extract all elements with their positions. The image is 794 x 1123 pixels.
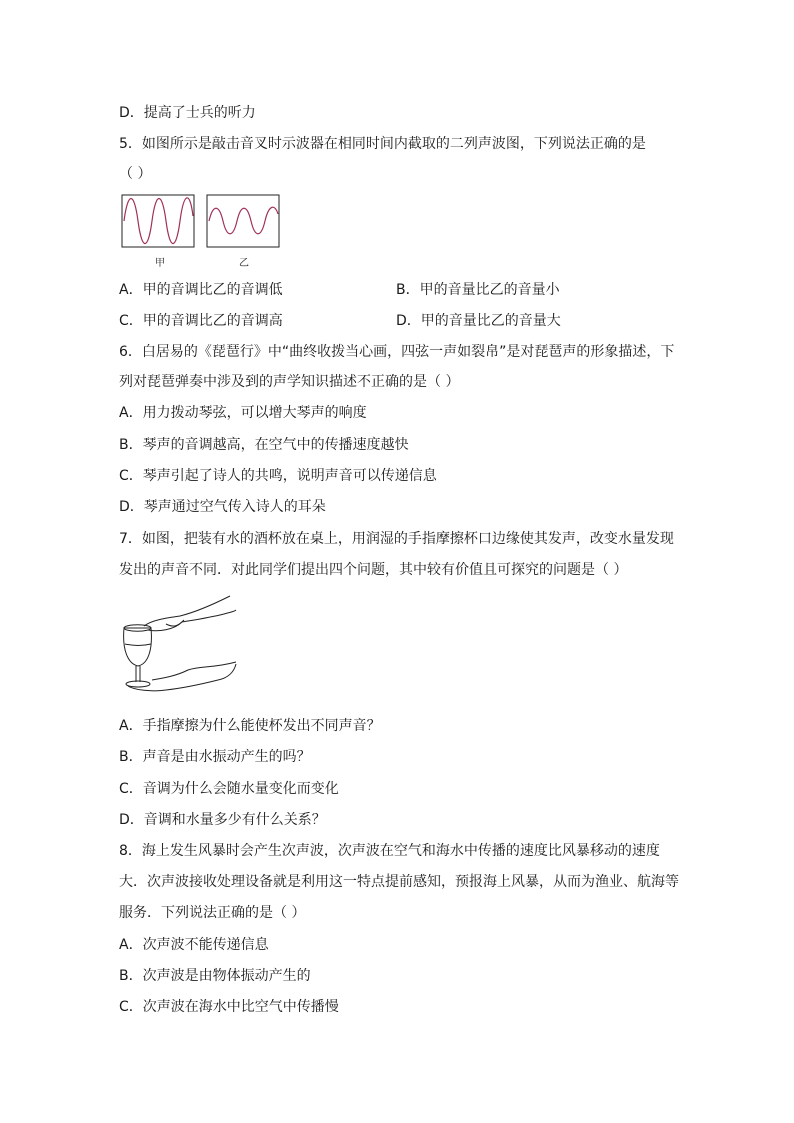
q7-option-d: D．音调和水量多少有什么关系？ [119,812,326,828]
glass-base [126,681,150,687]
q4-option-d: D．提高了士兵的听力 [119,105,256,121]
q7-option-a: A．手指摩擦为什么能使杯发出不同声音？ [119,718,381,734]
q6-option-c: C．琴声引起了诗人的共鸣，说明声音可以传递信息 [119,468,437,484]
q5-label-yi: 乙 [239,258,249,269]
glass-stem [136,666,140,682]
q6-option-b: B．琴声的音调越高，在空气中的传播速度越快 [119,437,409,453]
q6-stem-line1: 6．白居易的《琵琶行》中“曲终收拨当心画，四弦一声如裂帛”是对琵琶声的形象描述，下 [119,344,675,360]
q8-option-c: C．次声波在海水中比空气中传播慢 [119,999,339,1015]
q6-stem-line2: 列对琵琶弹奏中涉及到的声学知识描述不正确的是（ ） [119,374,460,390]
q5-stem: 5．如图所示是敲击音叉时示波器在相同时间内截取的二列声波图，下列说法正确的是 [119,136,646,152]
glass-bowl [124,628,152,666]
q8-stem-line2: 大．次声波接收处理设备就是利用这一特点提前感知，预报海上风暴，从而为渔业、航海等 [119,874,679,890]
waveform-jia [124,198,193,244]
q7-option-c: C．音调为什么会随水量变化而变化 [119,781,339,797]
upper-hand [144,596,236,631]
q6-option-d: D．琴声通过空气传入诗人的耳朵 [119,499,326,515]
q5-option-c: C．甲的音调比乙的音调高 [119,313,283,329]
waveform-yi [209,207,278,234]
q8-stem-line3: 服务．下列说法正确的是（ ） [119,905,306,921]
q5-option-d: D．甲的音量比乙的音量大 [396,313,561,329]
q8-stem-line1: 8．海上发生风暴时会产生次声波，次声波在空气和海水中传播的速度比风暴移动的速度 [119,843,660,859]
q5-option-a: A．甲的音调比乙的音调低 [119,282,283,298]
q6-option-a: A．用力拨动琴弦，可以增大琴声的响度 [119,405,367,421]
q5-option-b: B．甲的音量比乙的音量小 [396,282,560,298]
q8-option-a: A．次声波不能传递信息 [119,937,269,953]
q7-stem-line2: 发出的声音不同．对此同学们提出四个问题，其中较有价值且可探究的问题是（ ） [119,562,628,578]
q8-option-b: B．次声波是由物体振动产生的 [119,968,311,984]
q5-waveform-figure [121,194,281,250]
q5-answer-paren: （ ） [119,166,152,182]
q7-option-b: B．声音是由水振动产生的吗？ [119,749,311,765]
water-line [125,644,151,646]
q7-stem-line1: 7．如图，把装有水的酒杯放在桌上，用润湿的手指摩擦杯口边缘使其发声，改变水量发现 [119,531,674,547]
q7-wine-glass-figure [118,592,240,700]
waveform-yi-frame [207,195,279,247]
q5-label-jia: 甲 [155,258,165,269]
